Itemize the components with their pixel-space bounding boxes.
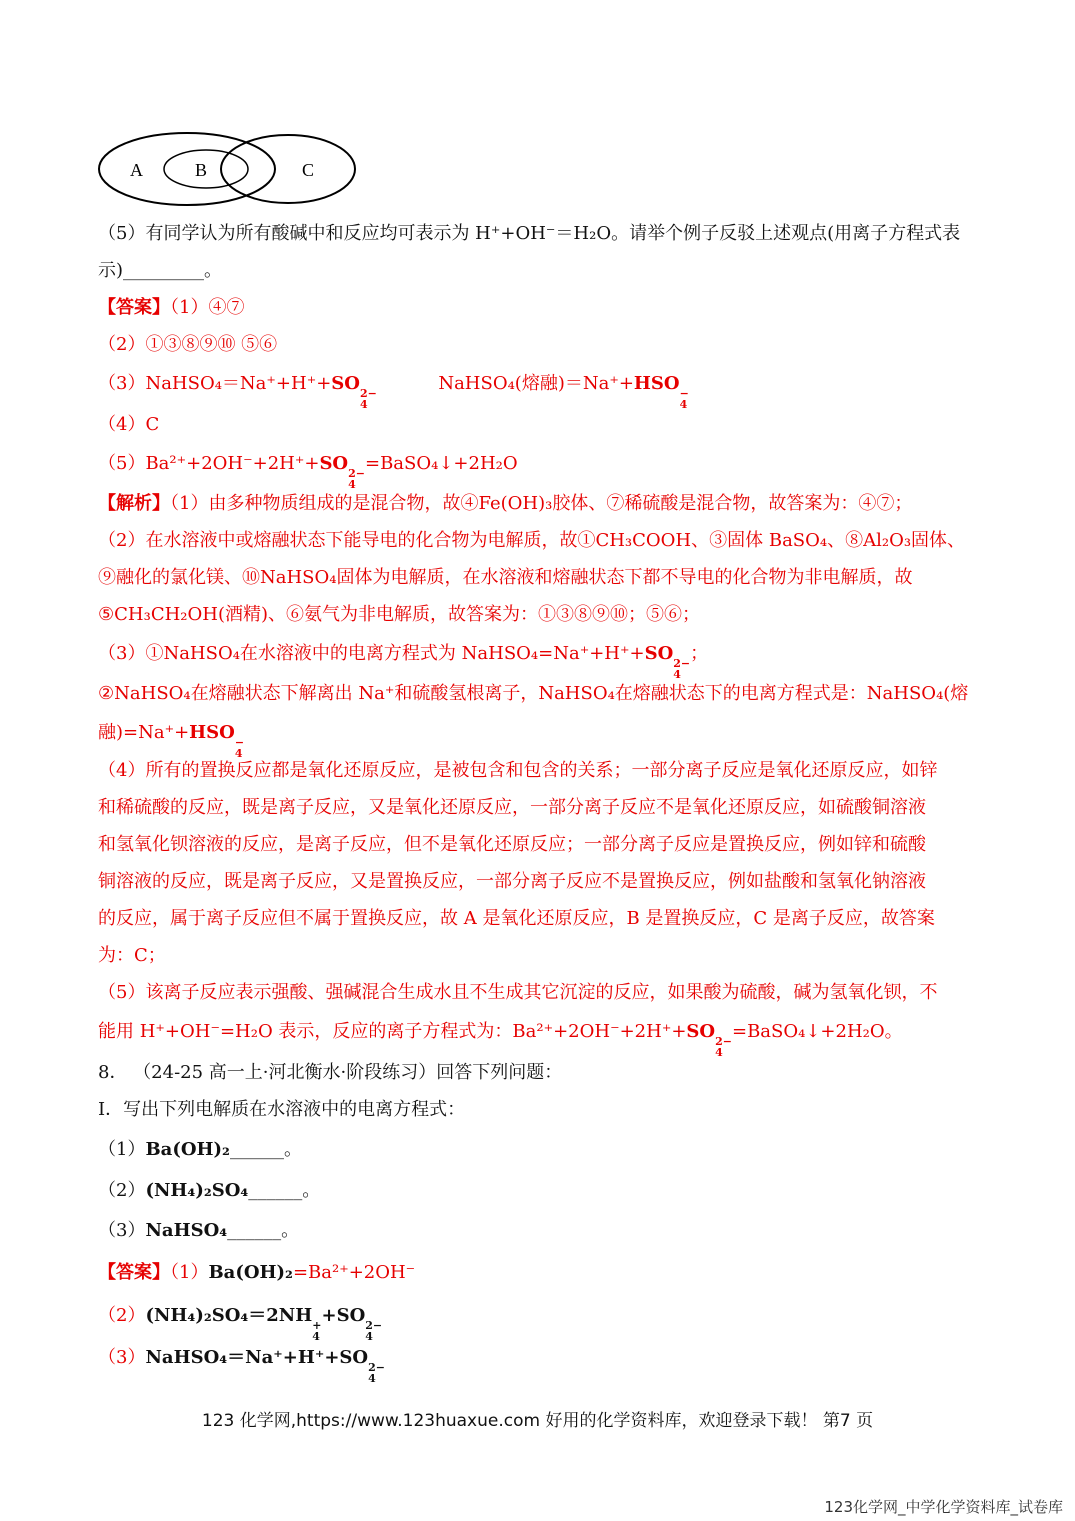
analysis-line6: ②NaHSO₄在熔融状态下解离出 Na⁺和硫酸氢根离子，NaHSO₄在熔融状态下的电离方程式是：NaHSO₄(熔 bbox=[98, 683, 969, 704]
analysis-line15: 能用 H⁺+OH⁻=H₂O 表示，反应的离子方程式为：Ba²⁺+2OH⁻+2H⁺+SO 2− 4 =BaSO₄↓+2H₂O。 bbox=[98, 1021, 903, 1059]
answer-line5: （5）Ba²⁺+2OH⁻+2H⁺+SO 2− 4 =BaSO₄↓+2H₂O bbox=[98, 453, 518, 491]
analysis-line3: ⑨融化的氯化镁、⑩NaHSO₄固体为电解质，在水溶液和熔融状态下都不导电的化合物为非电解质，故 bbox=[98, 567, 913, 588]
q8-part: I．写出下列电解质在水溶液中的电离方程式： bbox=[98, 1099, 466, 1120]
q8-item2: （2）(NH₄)₂SO₄______。 bbox=[98, 1180, 321, 1201]
analysis-line4: ⑤CH₃CH₂OH(酒精)、⑥氨气为非电解质，故答案为：①③⑧⑨⑩；⑤⑥； bbox=[98, 604, 701, 625]
analysis-line9: 和稀硫酸的反应，既是离子反应，又是氧化还原反应，一部分离子反应不是氧化还原反应，如硫酸铜溶液 bbox=[98, 797, 926, 818]
answer-line3: （3）NaHSO₄＝Na⁺+H⁺+SO 2− 4 NaHSO₄(熔融)＝Na⁺+HSO − 4 bbox=[98, 373, 689, 411]
answer2-tag: 【答案】 bbox=[98, 1262, 170, 1283]
analysis-line1: 【解析】（1）由多种物质组成的是混合物，故④Fe(OH)₃胶体、⑦稀硫酸是混合物，故答案为：④⑦； bbox=[98, 493, 913, 514]
analysis-line13: 为：C； bbox=[98, 945, 166, 966]
answer2-line2: （2）(NH₄)₂SO₄＝2NH + 4 +SO 2− 4 bbox=[98, 1305, 383, 1343]
page-footer: 123 化学网,https://www.123huaxue.com 好用的化学资料库，欢迎登录下载！ 第7 页 bbox=[201, 1411, 874, 1431]
analysis-line8: （4）所有的置换反应都是氧化还原反应，是被包含和包含的关系；一部分离子反应是氧化还原反应，如锌 bbox=[98, 760, 938, 781]
watermark: 123化学网_中学化学资料库_试卷库 bbox=[824, 1498, 1063, 1516]
q5-line2: 示)_________。 bbox=[98, 260, 223, 281]
analysis-line7: 融)=Na⁺+HSO − 4 bbox=[98, 722, 245, 760]
analysis-line14: （5）该离子反应表示强酸、强碱混合生成水且不生成其它沉淀的反应，如果酸为硫酸，碱为氢氧化钡，不 bbox=[98, 982, 938, 1003]
analysis-line11: 铜溶液的反应，既是离子反应，又是置换反应，一部分离子反应不是置换反应，例如盐酸和氢氧化钠溶液 bbox=[98, 871, 926, 892]
q8-title: 8． （24-25 高一上·河北衡水·阶段练习）回答下列问题： bbox=[98, 1062, 563, 1083]
analysis-line10: 和氢氧化钡溶液的反应，是离子反应，但不是氧化还原反应；一部分离子反应是置换反应，例如锌和硫酸 bbox=[98, 834, 926, 855]
q5-line1: （5）有同学认为所有酸碱中和反应均可表示为 H⁺+OH⁻＝H₂O。请举个例子反驳上述观点(用离子方程式表 bbox=[98, 223, 961, 244]
analysis-tag: 【解析】 bbox=[98, 493, 170, 514]
analysis-line5: （3）①NaHSO₄在水溶液中的电离方程式为 NaHSO₄=Na⁺+H⁺+SO 2− 4 ； bbox=[98, 643, 709, 681]
answer2-line1: 【答案】（1）Ba(OH)₂=Ba²⁺+2OH⁻ bbox=[98, 1262, 416, 1283]
label-c: C bbox=[302, 160, 315, 180]
answer-line1: 【答案】（1）④⑦ bbox=[98, 297, 245, 318]
set-c-ellipse bbox=[221, 135, 355, 203]
answer-tag: 【答案】 bbox=[98, 297, 170, 318]
answer-line4: （4）C bbox=[98, 414, 160, 435]
answer2-line3: （3）NaHSO₄＝Na⁺+H⁺+SO 2− 4 bbox=[98, 1347, 385, 1385]
analysis-line2: （2）在水溶液中或熔融状态下能导电的化合物为电解质，故①CH₃COOH、③固体 BaSO₄、⑧Al₂O₃固体、 bbox=[98, 530, 966, 551]
venn-diagram bbox=[96, 128, 366, 208]
q8-item1: （1）Ba(OH)₂______。 bbox=[98, 1139, 302, 1160]
label-b: B bbox=[195, 160, 208, 180]
label-a: A bbox=[130, 160, 143, 180]
answer-line2: （2）①③⑧⑨⑩ ⑤⑥ bbox=[98, 334, 278, 355]
q8-item3: （3）NaHSO₄______。 bbox=[98, 1220, 300, 1241]
analysis-line12: 的反应，属于离子反应但不属于置换反应，故 A 是氧化还原反应，B 是置换反应，C 是离子反应，故答案 bbox=[98, 908, 935, 929]
